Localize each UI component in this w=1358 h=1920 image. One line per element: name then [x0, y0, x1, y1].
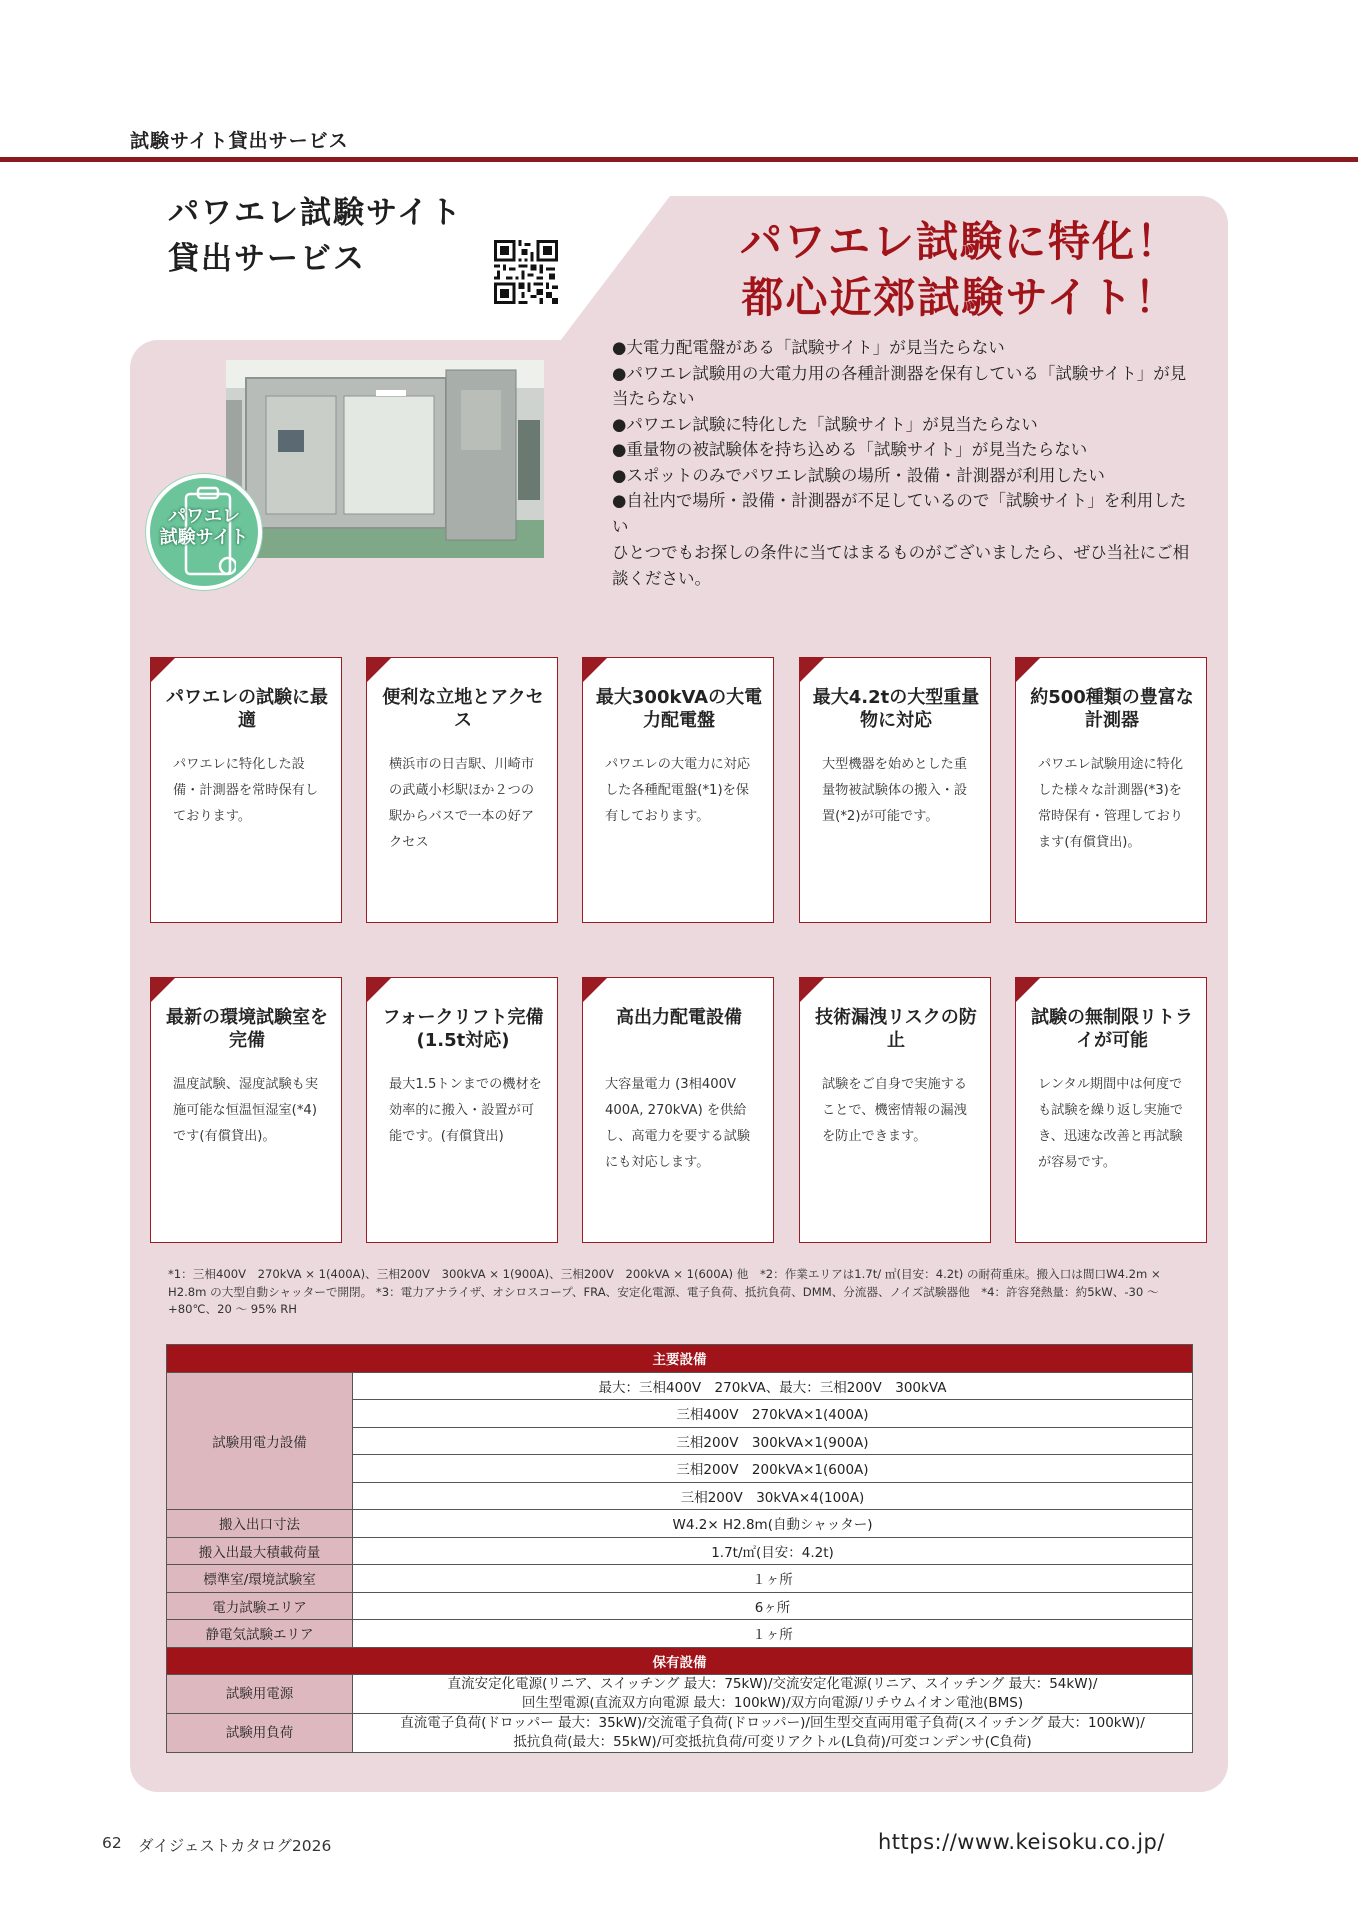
card-body: パワエレに特化した設備・計測器を常時保有しております。 — [173, 757, 319, 824]
table-value-cell: １ヶ所 — [353, 1620, 1193, 1648]
needs-checklist — [612, 335, 1202, 539]
qr-code-icon[interactable] — [494, 240, 558, 304]
page-title-line-1: パワエレ試験サイト — [168, 195, 463, 231]
card-corner-mark — [582, 977, 608, 1003]
card-body: 最大1.5トンまでの機材を効率的に搬入・設置が可能です。(有償貸出) — [389, 1077, 542, 1144]
badge-label-line-2: 試験サイト — [159, 527, 249, 548]
checklist-item: ●自社内で場所・設備・計測器が不足しているので「試験サイト」を利用したい — [612, 491, 1187, 536]
table-header-row — [167, 1647, 1193, 1675]
checklist-item: ●重量物の被試験体を持ち込める「試験サイト」が見当たらない — [612, 440, 1088, 459]
feature-card — [366, 657, 558, 923]
page-title-line-2: 貸出サービス — [168, 241, 366, 277]
checklist-item: ●大電力配電盤がある「試験サイト」が見当たらない — [612, 338, 1005, 357]
card-body: 温度試験、湿度試験も実施可能な恒温恒湿室(*4)です(有償貸出)。 — [173, 1077, 319, 1144]
checklist-item: ●パワエレ試験に特化した「試験サイト」が見当たらない — [612, 414, 1038, 434]
equipment-table — [166, 1344, 1193, 1753]
table-value-cell: 三相200V 30kVA×4(100A) — [353, 1482, 1193, 1510]
card-title: 便利な立地とアクセス — [382, 687, 544, 731]
table-header-owned: 保有設備 — [167, 1647, 1193, 1675]
feature-card — [582, 977, 774, 1243]
card-corner-mark — [1015, 977, 1041, 1003]
table-header-main: 主要設備 — [167, 1345, 1193, 1373]
table-value-cell: 1.7t/㎡(目安：4.2t) — [353, 1537, 1193, 1565]
card-body: 横浜市の日吉駅、川崎市の武蔵小杉駅ほか２つの駅からバスで一本の好アクセス — [389, 757, 535, 850]
badge-label-line-1: パワエレ — [168, 506, 240, 527]
table-value-cell — [353, 1714, 1193, 1753]
table-label-cell: 搬入出口寸法 — [167, 1510, 353, 1538]
table-header-row — [167, 1345, 1193, 1373]
card-corner-mark — [799, 977, 825, 1003]
table-value-cell: １ヶ所 — [353, 1565, 1193, 1593]
card-title: 最大4.2tの大型重量物に対応 — [812, 687, 980, 731]
top-rule — [0, 157, 1358, 162]
card-corner-mark — [366, 977, 392, 1003]
table-label-cell: 試験用負荷 — [167, 1714, 353, 1753]
feature-card — [366, 977, 558, 1243]
table-row — [167, 1714, 1193, 1753]
card-body: レンタル期間中は何度でも試験を繰り返し実施でき、迅速な改善と再試験が容易です。 — [1038, 1077, 1184, 1170]
table-row — [167, 1592, 1193, 1620]
table-value-cell: 三相400V 270kVA×1(400A) — [353, 1400, 1193, 1428]
card-title: 技術漏洩リスクの防止 — [815, 1007, 977, 1051]
table-value-cell: 三相200V 200kVA×1(600A) — [353, 1455, 1193, 1483]
card-title: 最新の環境試験室を完備 — [166, 1007, 328, 1051]
card-corner-mark — [1015, 657, 1041, 683]
card-corner-mark — [799, 657, 825, 683]
card-title: 試験の無制限リトライが可能 — [1031, 1007, 1193, 1051]
table-label-cell: 静電気試験エリア — [167, 1620, 353, 1648]
table-label-cell: 試験用電源 — [167, 1675, 353, 1714]
headline-line-2: 都心近郊試験サイト！ — [741, 273, 1179, 322]
feature-card — [582, 657, 774, 923]
table-value-line: 回生型電源(直流双方向電源 最大：100kW)/双方向電源/リチウムイオン電池(BMS) — [521, 1695, 1024, 1711]
badge-label — [150, 506, 258, 548]
table-value-cell: W4.2× H2.8m(自動シャッター) — [353, 1510, 1193, 1538]
test-site-badge — [146, 474, 262, 590]
company-url-link[interactable]: https://www.keisoku.co.jp/ — [878, 1830, 1165, 1854]
feature-card — [1015, 977, 1207, 1243]
table-value-line: 直流電子負荷(ドロッパー 最大：35kW)/交流電子負荷(ドロッパー)/回生型交直両用電子負荷(スイッチング 最大：100kW)/ — [400, 1715, 1145, 1731]
table-row — [167, 1510, 1193, 1538]
card-body: パワエレ試験用途に特化した様々な計測器(*3)を常時保有・管理しております(有償貸出)。 — [1038, 757, 1184, 850]
headline-line-1: パワエレ試験に特化！ — [739, 217, 1180, 266]
feature-card — [150, 977, 342, 1243]
table-label-cell: 搬入出最大積載荷量 — [167, 1537, 353, 1565]
card-title: フォークリフト完備(1.5t対応) — [382, 1007, 544, 1051]
page-title — [168, 190, 463, 282]
closing-text: ひとつでもお探しの条件に当てはまるものがございましたら、ぜひ当社にご相談ください。 — [612, 543, 1190, 588]
table-value-cell: 6ヶ所 — [353, 1592, 1193, 1620]
table-value-cell — [353, 1675, 1193, 1714]
card-corner-mark — [150, 657, 176, 683]
table-row — [167, 1675, 1193, 1714]
table-value-cell: 最大：三相400V 270kVA、最大：三相200V 300kVA — [353, 1372, 1193, 1400]
card-body: 大容量電力 (3相400V 400A, 270kVA) を供給し、高電力を要する試験にも対応します。 — [605, 1077, 751, 1170]
catalog-name: ダイジェストカタログ2026 — [138, 1837, 332, 1855]
feature-card — [799, 977, 991, 1243]
table-row — [167, 1565, 1193, 1593]
headline — [720, 214, 1200, 326]
table-row — [167, 1372, 1193, 1400]
feature-card — [799, 657, 991, 923]
card-corner-mark — [582, 657, 608, 683]
checklist-item: ●パワエレ試験用の大電力用の各種計測器を保有している「試験サイト」が見当たらない — [612, 363, 1187, 408]
table-value-cell: 三相200V 300kVA×1(900A) — [353, 1427, 1193, 1455]
card-corner-mark — [366, 657, 392, 683]
test-site-photo — [226, 360, 544, 558]
table-label-cell: 標準室/環境試験室 — [167, 1565, 353, 1593]
page-number: 62 — [102, 1834, 122, 1852]
card-title: 高出力配電設備 — [616, 1007, 742, 1028]
card-title: 約500種類の豊富な計測器 — [1030, 687, 1194, 731]
table-label-cell: 電力試験エリア — [167, 1592, 353, 1620]
footnote: *1：三相400V 270kVA × 1(400A)、三相200V 300kVA × 1(900A)、三相200V 200kVA × 1(600A) 他 *2：作業エリアは1.7t/ ㎡(目安：4.2t) の耐荷重床。搬入口は間口W4.2m × H2.8m の大型自動シャッターで開閉。 *3：電力アナライザ、オシロスコープ、FRA、安定化電源、電子負荷、抵抗負荷、DMM、分流器、ノイズ試験器他 *4：許容発熱量：約5kW、-30 〜 +80℃、20 〜 95% RH — [168, 1267, 1161, 1316]
feature-card — [150, 657, 342, 923]
table-value-line: 直流安定化電源(リニア、スイッチング 最大：75kW)/交流安定化電源(リニア、スイッチング 最大：54kW)/ — [447, 1676, 1098, 1692]
card-title: 最大300kVAの大電力配電盤 — [595, 687, 763, 731]
card-title: パワエレの試験に最適 — [166, 687, 328, 731]
card-body: 試験をご自身で実施することで、機密情報の漏洩を防止できます。 — [822, 1077, 968, 1144]
card-body: 大型機器を始めとした重量物被試験体の搬入・設置(*2)が可能です。 — [822, 757, 968, 824]
card-corner-mark — [150, 977, 176, 1003]
table-row — [167, 1620, 1193, 1648]
feature-card — [1015, 657, 1207, 923]
checklist-item: ●スポットのみでパワエレ試験の場所・設備・計測器が利用したい — [612, 465, 1105, 485]
table-label-cell: 試験用電力設備 — [167, 1372, 353, 1510]
card-body: パワエレの大電力に対応した各種配電盤(*1)を保有しております。 — [605, 757, 751, 824]
table-value-line: 抵抗負荷(最大：55kW)/可変抵抗負荷/可変リアクトル(L負荷)/可変コンデンサ(C負荷) — [513, 1734, 1032, 1750]
table-row — [167, 1537, 1193, 1565]
section-label: 試験サイト貸出サービス — [130, 130, 349, 152]
